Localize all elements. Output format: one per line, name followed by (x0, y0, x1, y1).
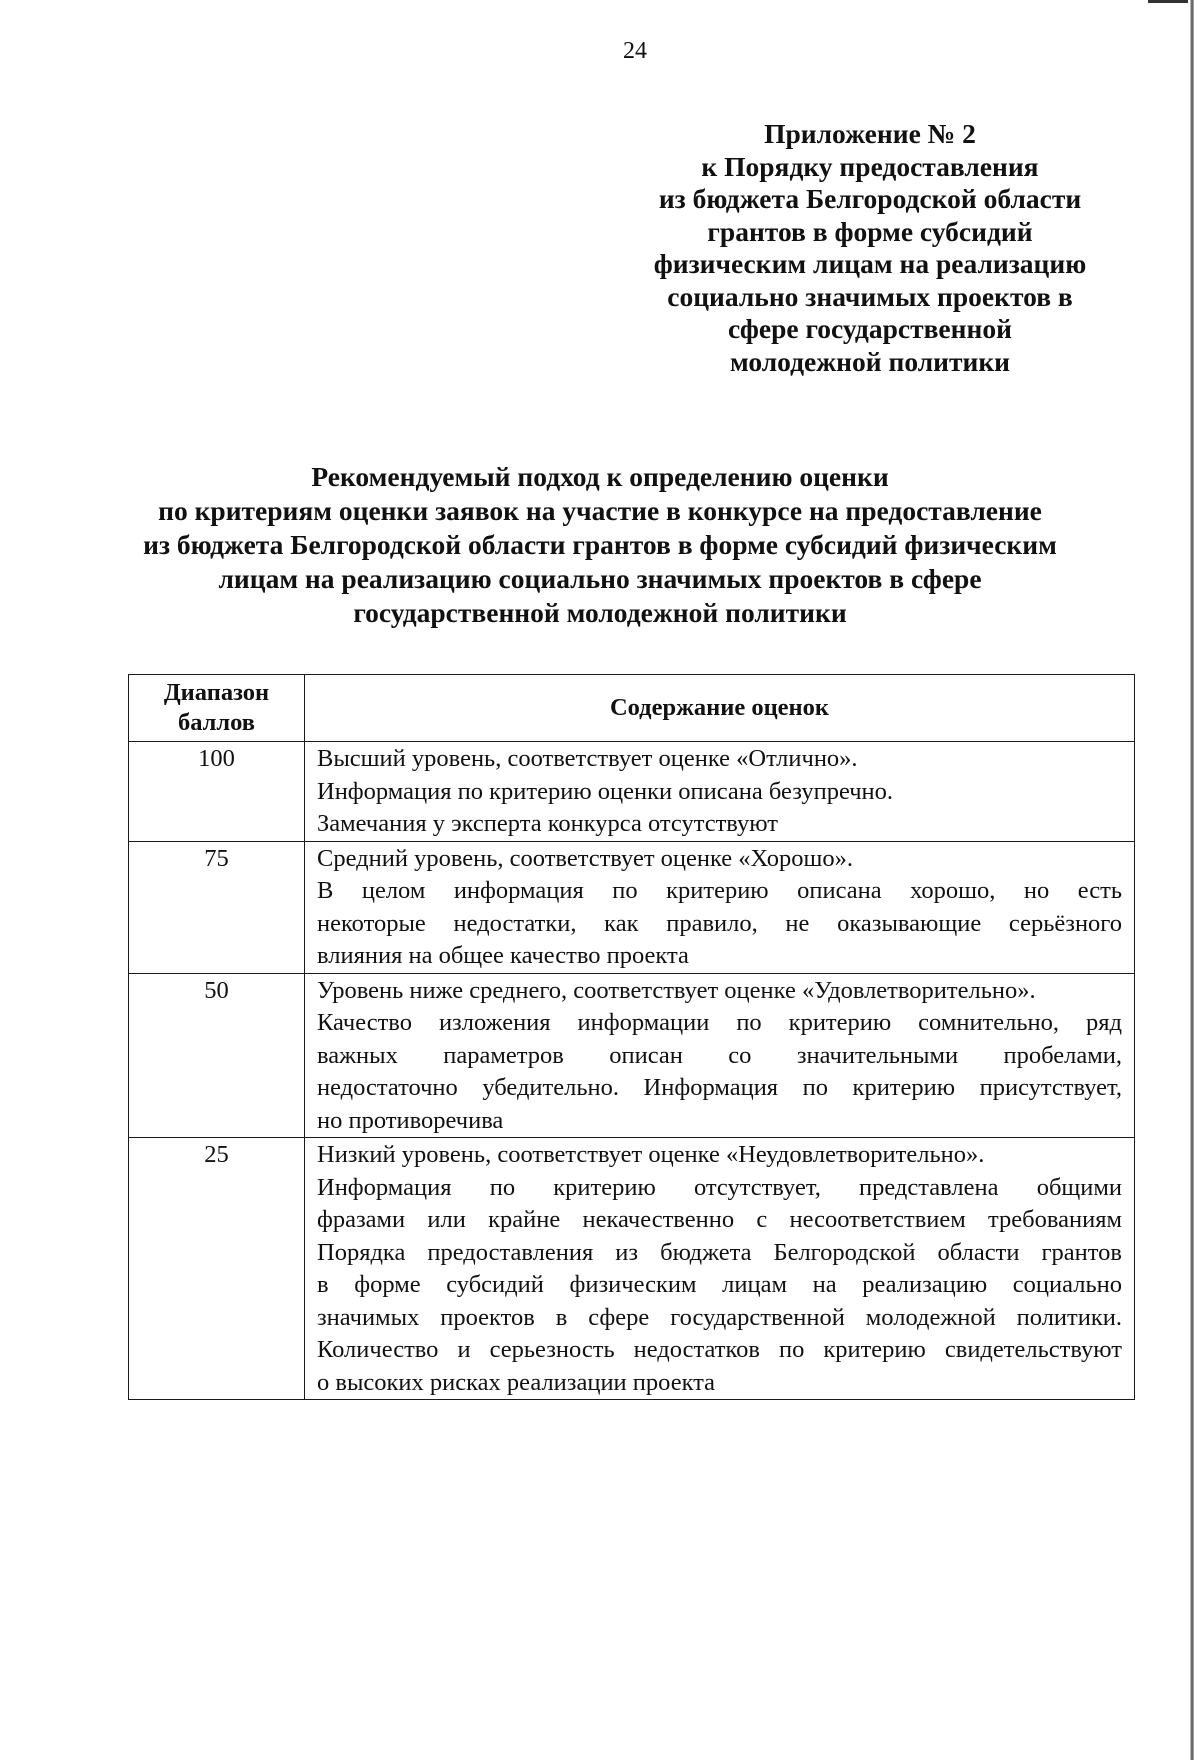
appendix-header (590, 118, 1150, 378)
content-line: Информация по критерию отсутствует, представлена общими (317, 1173, 1122, 1201)
content-line: в форме субсидий физическим лицам на реализацию социально (317, 1271, 1122, 1298)
appendix-line: сфере государственной (728, 313, 1012, 344)
score-cell: 50 (129, 973, 305, 1138)
header-range-line: баллов (177, 709, 256, 736)
appendix-line: из бюджета Белгородской области (658, 183, 1082, 214)
title-line: из бюджета Белгородской области грантов в форме субсидий физическим (143, 529, 1057, 560)
content-line: Средний уровень, соответствует оценке «Хорошо». (317, 844, 853, 872)
content-line: недостаточно убедительно. Информация по критерию присутствует, (317, 1074, 1122, 1101)
table-row (129, 1138, 1135, 1400)
content-cell (305, 1138, 1135, 1400)
title-line: Рекомендуемый подход к определению оценки (311, 461, 889, 492)
content-line: Качество изложения информации по критерию сомнительно, ряд (317, 1009, 1122, 1036)
content-line: некоторые недостатки, как правило, не оказывающие серьёзного (317, 909, 1122, 937)
content-line: Низкий уровень, соответствует оценке «Неудовлетворительно». (317, 1141, 985, 1168)
table-header-row (129, 675, 1135, 742)
title-line: лицам на реализацию социально значимых проектов в сфере (218, 563, 982, 594)
content-line: Информация по критерию оценки описана безупречно. (317, 777, 894, 805)
header-range-line: Диапазон (163, 679, 270, 706)
appendix-line: грантов в форме субсидий (707, 215, 1033, 247)
content-cell (305, 742, 1135, 842)
scan-edge-mark (1148, 0, 1188, 3)
score-cell: 100 (129, 742, 305, 842)
score-cell: 25 (129, 1138, 305, 1400)
content-line: важных параметров описан со значительными пробелами, (317, 1041, 1122, 1069)
document-title (100, 460, 1100, 630)
scan-page-edge (1190, 0, 1194, 1760)
content-line: Количество и серьезность недостатков по критерию свидетельствуют (317, 1336, 1122, 1363)
content-line: Замечания у эксперта конкурса отсутствуют (317, 810, 778, 837)
table-row (129, 973, 1135, 1138)
header-score-range (129, 675, 305, 742)
appendix-line: социально значимых проектов в (667, 280, 1073, 312)
content-line: о высоких рисках реализации проекта (317, 1368, 716, 1396)
score-cell: 75 (129, 841, 305, 973)
appendix-line: Приложение № 2 (764, 118, 976, 149)
content-cell (305, 841, 1135, 973)
table-row (129, 742, 1135, 842)
content-line: Высший уровень, соответствует оценке «Отлично». (317, 745, 858, 772)
content-line: фразами или крайне некачественно с несоответствием требованиям (317, 1206, 1122, 1233)
content-line: влияния на общее качество проекта (317, 942, 689, 969)
appendix-line: молодежной политики (729, 345, 1011, 377)
content-line: Порядка предоставления из бюджета Белгородской области грантов (317, 1238, 1122, 1266)
content-line: В целом информация по критерию описана хорошо, но есть (317, 877, 1122, 904)
content-line: Уровень ниже среднего, соответствует оценке «Удовлетворительно». (317, 976, 1036, 1004)
page-number: 24 (623, 38, 647, 64)
title-line: по критериям оценки заявок на участие в конкурсе на предоставление (158, 495, 1042, 526)
header-content: Содержание оценок (305, 675, 1135, 742)
table-row (129, 841, 1135, 973)
content-line: но противоречива (317, 1106, 504, 1134)
title-line: государственной молодежной политики (353, 597, 847, 628)
content-line: значимых проектов в сфере государственной молодежной политики. (317, 1303, 1122, 1331)
content-cell (305, 973, 1135, 1138)
appendix-line: к Порядку предоставления (701, 150, 1039, 182)
scores-table (128, 674, 1135, 1400)
appendix-line: физическим лицам на реализацию (653, 248, 1087, 279)
